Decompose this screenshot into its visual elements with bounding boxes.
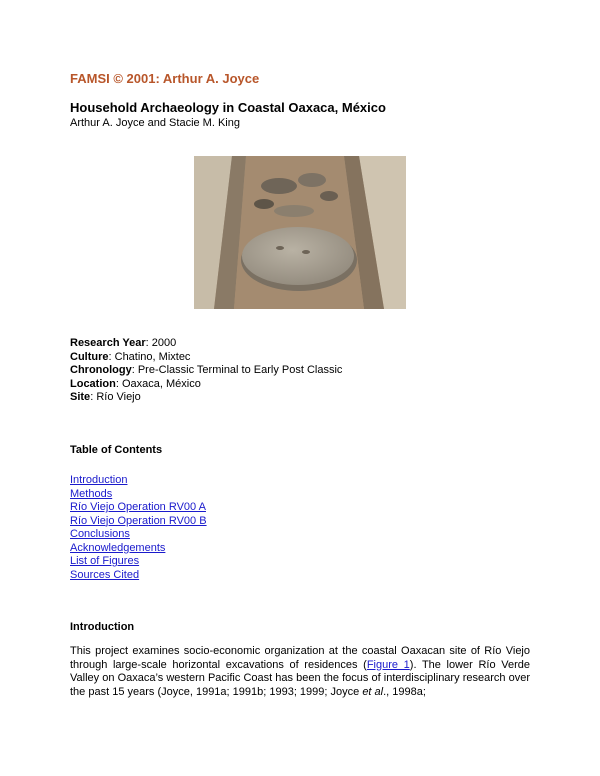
toc-heading: Table of Contents [70, 444, 163, 456]
project-metadata [70, 337, 342, 405]
metadata-culture: Culture: Chatino, Mixtec [70, 350, 191, 363]
toc-link-operation-a[interactable]: Río Viejo Operation RV00 A [70, 501, 206, 513]
metadata-research-year: Research Year: 2000 [70, 337, 177, 349]
metadata-site: Site: Río Viejo [70, 391, 141, 403]
toc-link-list-of-figures[interactable]: List of Figures [70, 555, 140, 567]
introduction-heading: Introduction [70, 621, 135, 633]
metadata-location: Location: Oaxaca, México [70, 377, 201, 390]
toc-link-sources-cited[interactable]: Sources Cited [70, 568, 140, 581]
introduction-paragraph: This project examines socio-economic organization at the coastal Oaxacan site of Río Viejo through large-scale horizontal excavations of residences (Figure 1). The lower Río Verde Valley on Oaxaca’s western Pacific Coast has been the focus of interdisciplinary research over the past 15 years (Joyce, 1991a; 1991b; 1993; 1999; Joyce et al., 1998a; [70, 645, 531, 698]
toc-link-methods[interactable]: Methods [70, 487, 113, 500]
table-of-contents [70, 474, 207, 582]
metadata-chronology: Chronology: Pre-Classic Terminal to Early Post Classic [70, 364, 343, 376]
report-title: Household Archaeology in Coastal Oaxaca, México [70, 100, 386, 115]
toc-link-acknowledgements[interactable]: Acknowledgements [70, 541, 166, 554]
excavation-photo [194, 156, 406, 309]
toc-link-operation-b[interactable]: Río Viejo Operation RV00 B [70, 514, 207, 527]
figure-1-link[interactable]: Figure 1 [366, 658, 410, 671]
excavation-photo-graphic [194, 156, 406, 309]
toc-link-conclusions[interactable]: Conclusions [70, 528, 130, 540]
report-authors: Arthur A. Joyce and Stacie M. King [70, 117, 240, 129]
famsi-header: FAMSI © 2001: Arthur A. Joyce [70, 71, 260, 86]
toc-link-introduction[interactable]: Introduction [70, 474, 128, 486]
